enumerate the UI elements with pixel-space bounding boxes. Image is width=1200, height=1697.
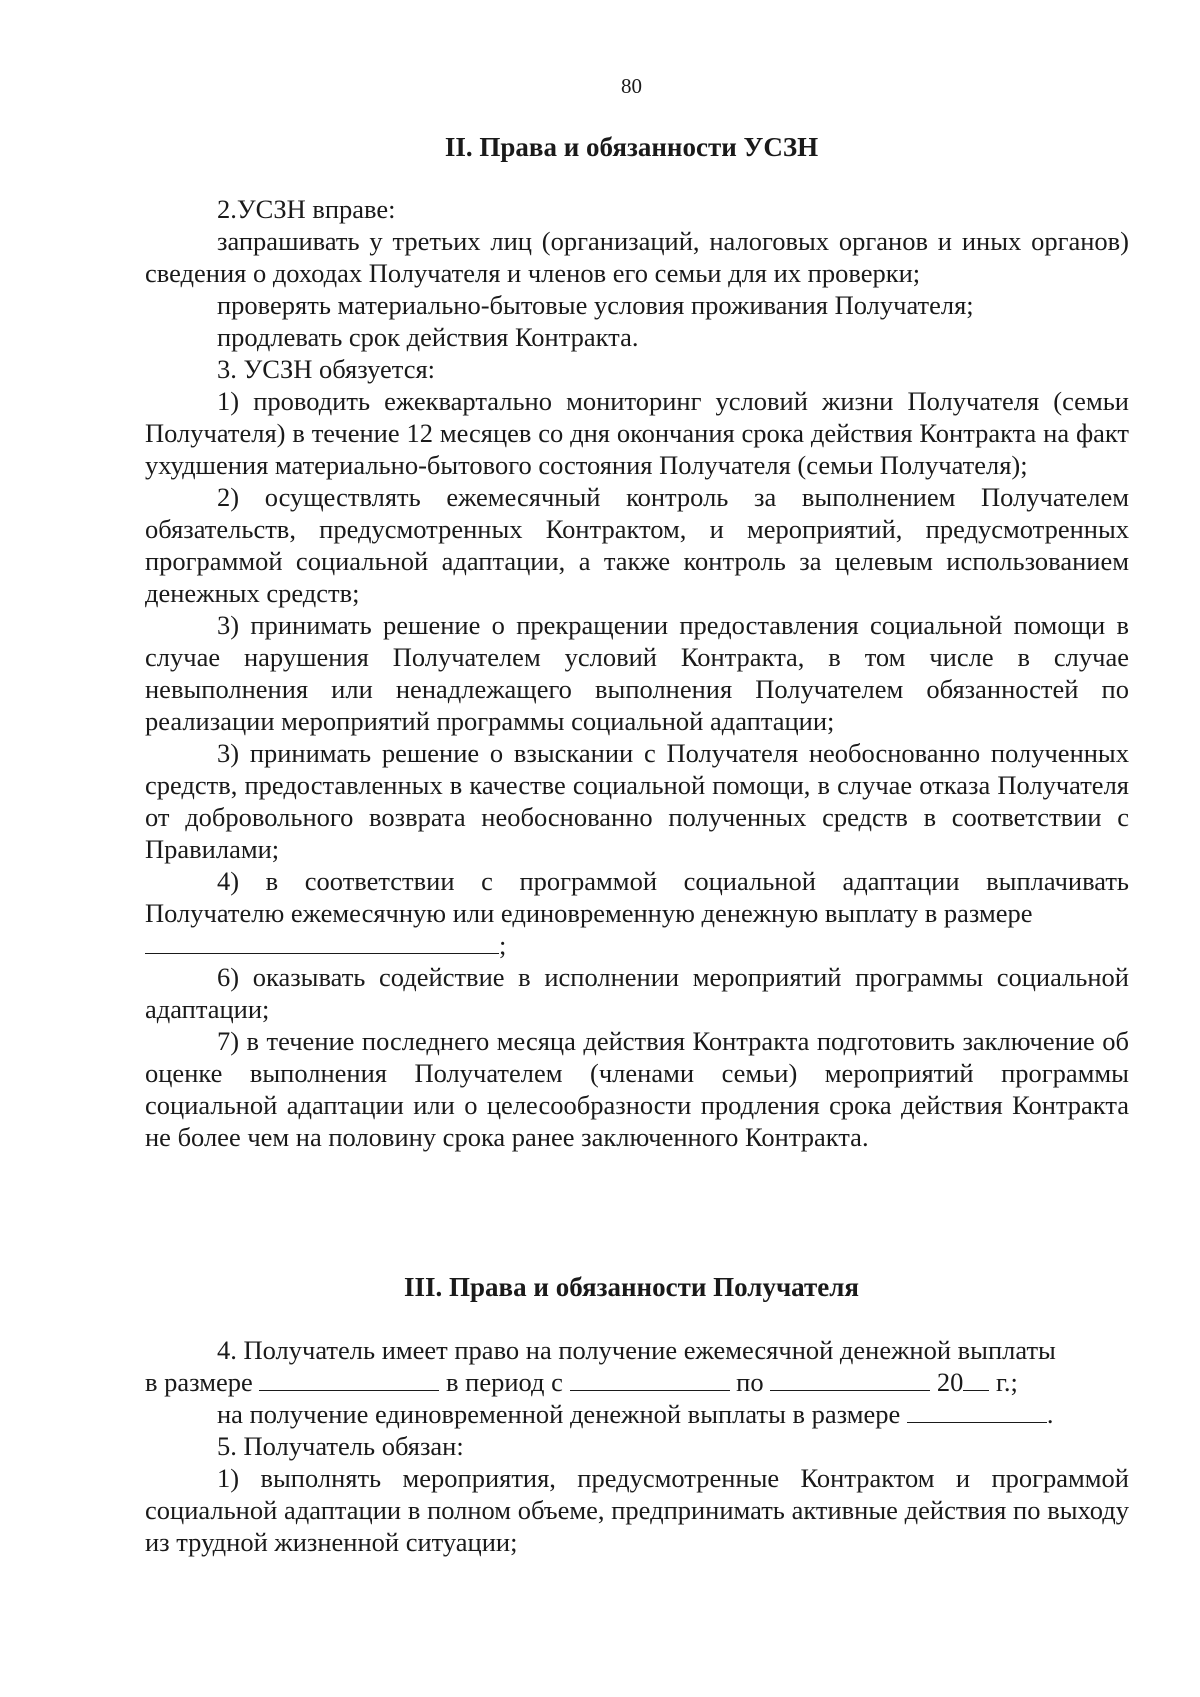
clause-4-b-end: . — [1046, 1399, 1054, 1429]
clause-3-7: 7) в течение последнего месяца действия Контракта подготовить заключение об оценке выполнения Получателем (членами семьи) мероприятий программы социальной адаптации или о целесообразности продления срока действия Контракта не более чем на половину срока ранее заключенного Контракта. — [145, 1026, 1129, 1152]
section-3-heading: III. Права и обязанности Получателя — [404, 1272, 859, 1302]
clause-3-4-text: 4) в соответствии с программой социальной адаптации выплачивать Получателю ежемесячную или единовременную денежную выплату в размере — [145, 866, 1129, 928]
year-blank — [963, 1368, 989, 1391]
clause-4-to-label: по — [736, 1367, 764, 1397]
clause-2-b: проверять материально-бытовые условия проживания Получателя; — [217, 290, 974, 320]
clause-3-6: 6) оказывать содействие в исполнении мероприятий программы социальной адаптации; — [145, 962, 1129, 1024]
clause-3-3b: 3) принимать решение о взыскании с Получателя необоснованно полученных средств, предоставленных в качестве социальной помощи, в случае отказа Получателя от добровольного возврата необоснованно полученных средств в соответствии с Правилами; — [145, 738, 1129, 864]
clause-3-1: 1) проводить ежеквартально мониторинг условий жизни Получателя (семьи Получателя) в течение 12 месяцев со дня окончания срока действия Контракта на факт ухудшения материально-бытового состояния Получателя (семьи Получателя); — [145, 386, 1129, 480]
section-2-heading: II. Права и обязанности УСЗН — [444, 132, 819, 162]
clause-3-3a: 3) принимать решение о прекращении предоставления социальной помощи в случае нарушения Получателем условий Контракта, в том числе в случае невыполнения или ненадлежащего выполнения Получателем обязанностей по реализации мероприятий программы социальной адаптации; — [145, 610, 1129, 736]
clause-4-size-label: в размере — [145, 1367, 253, 1397]
clause-4-line-1: 4. Получатель имеет право на получение ежемесячной денежной выплаты — [217, 1335, 1056, 1365]
section-2-body — [145, 193, 1129, 1153]
clause-4-b-text: на получение единовременной денежной выплаты в размере — [217, 1399, 901, 1429]
lump-sum-amount-blank — [907, 1400, 1047, 1423]
clause-5-title: 5. Получатель обязан: — [217, 1431, 464, 1461]
clause-3-4-blank-line — [145, 929, 1129, 961]
section-3-body — [145, 1334, 1129, 1558]
clause-2-a: запрашивать у третьих лиц (организаций, налоговых органов и иных органов) сведения о доходах Получателя и членов его семьи для их проверки; — [145, 226, 1129, 288]
period-end-blank — [770, 1368, 930, 1391]
clause-2-title: 2.УСЗН вправе: — [217, 194, 396, 224]
clause-2-c: продлевать срок действия Контракта. — [217, 322, 639, 352]
clause-4-year-suffix: г.; — [995, 1367, 1018, 1397]
monthly-amount-blank — [259, 1368, 439, 1391]
page-number: 80 — [621, 74, 642, 98]
payment-amount-blank — [145, 931, 499, 954]
clause-3-2: 2) осуществлять ежемесячный контроль за выполнением Получателем обязательств, предусмотренных Контрактом, и мероприятий, предусмотренных программой социальной адаптации, а также контроль за целевым использованием денежных средств; — [145, 482, 1129, 608]
clause-3-4 — [145, 865, 1129, 929]
period-start-blank — [570, 1368, 730, 1391]
clause-3-title: 3. УСЗН обязуется: — [217, 354, 436, 384]
clause-4-b — [145, 1398, 1129, 1430]
clause-5-1: 1) выполнять мероприятия, предусмотренные Контрактом и программой социальной адаптации в полном объеме, предпринимать активные действия по выходу из трудной жизненной ситуации; — [145, 1463, 1129, 1557]
clause-4-year-prefix: 20 — [936, 1367, 964, 1397]
clause-4-fill-line — [145, 1366, 1129, 1398]
clause-3-4-end: ; — [499, 930, 507, 960]
clause-4-period-label: в период с — [446, 1367, 563, 1397]
